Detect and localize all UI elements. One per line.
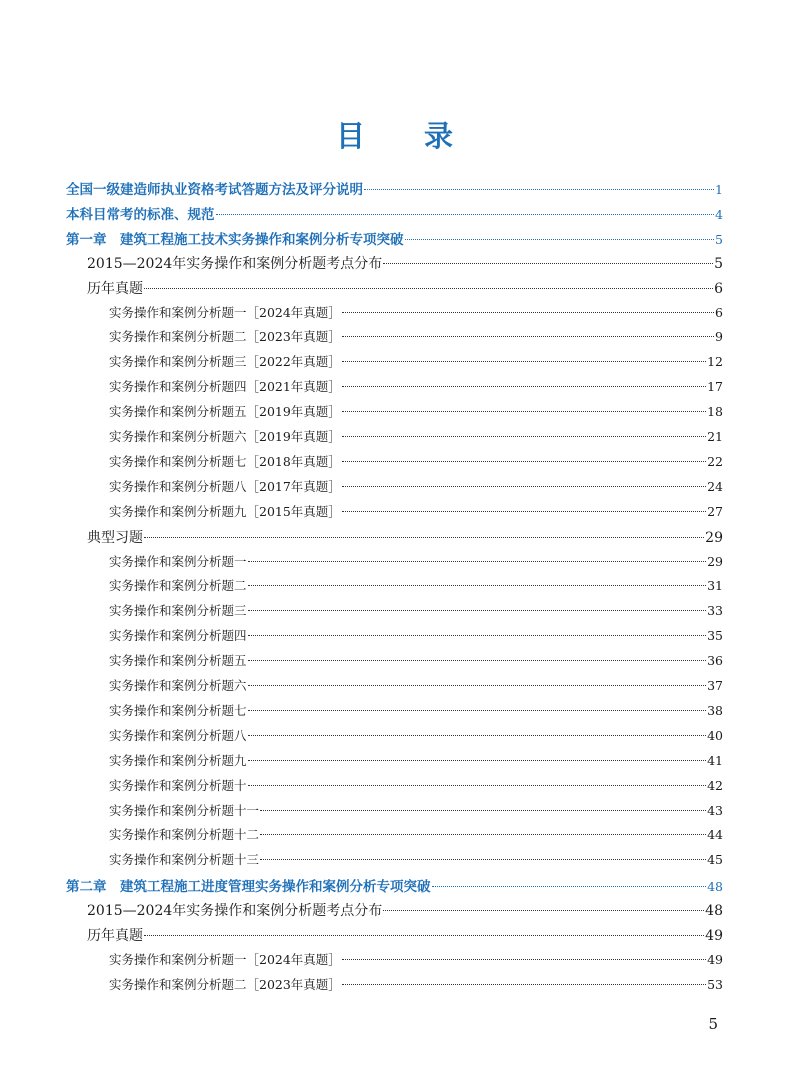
toc-entry[interactable] — [109, 576, 723, 598]
toc-entry-title: 实务操作和案例分析题七 — [109, 702, 247, 718]
toc-leader-dots — [342, 436, 706, 437]
toc-leader-dots — [342, 959, 706, 960]
toc-leader-dots — [248, 785, 707, 786]
toc-entry-title: 实务操作和案例分析题二 — [109, 578, 247, 594]
toc-leader-dots — [248, 735, 707, 736]
toc-entry[interactable] — [66, 875, 723, 897]
toc-entry-page: 17 — [707, 379, 723, 395]
toc-entry-title: 实务操作和案例分析题六［2019年真题］ — [109, 429, 341, 444]
toc-entry[interactable] — [109, 751, 723, 773]
toc-entry[interactable] — [109, 801, 723, 823]
toc-leader-dots — [383, 263, 713, 264]
toc-entry-page: 5 — [715, 231, 723, 247]
toc-entry[interactable] — [109, 601, 723, 623]
toc-entry-page: 49 — [705, 928, 723, 944]
toc-leader-dots — [248, 660, 707, 661]
toc-leader-dots — [342, 511, 706, 512]
toc-entry[interactable] — [66, 228, 723, 250]
toc-entry-title: 实务操作和案例分析题十 — [109, 777, 247, 793]
toc-leader-dots — [405, 239, 715, 240]
toc-entry-page: 44 — [707, 827, 723, 843]
toc-leader-dots — [144, 288, 713, 289]
toc-entry[interactable] — [109, 776, 723, 798]
toc-entry-page: 49 — [707, 951, 723, 967]
toc-leader-dots — [260, 834, 706, 835]
toc-entry-page: 18 — [707, 404, 723, 420]
toc-entry-title: 实务操作和案例分析题八［2017年真题］ — [109, 478, 341, 494]
toc-entry[interactable] — [109, 676, 723, 698]
toc-leader-dots — [260, 859, 706, 860]
toc-entry[interactable] — [109, 701, 723, 723]
toc-entry-page: 33 — [707, 603, 723, 619]
toc-leader-dots — [342, 461, 706, 462]
toc-leader-dots — [342, 312, 714, 313]
toc-leader-dots — [248, 635, 707, 636]
toc-entry-title: 全国一级建造师执业资格考试答题方法及评分说明 — [66, 182, 363, 198]
toc-entry[interactable] — [109, 402, 723, 424]
toc-entry-title: 典型习题 — [87, 529, 143, 546]
toc-entry-title: 实务操作和案例分析题七［2018年真题］ — [109, 453, 341, 469]
toc-entry-page: 9 — [715, 329, 723, 345]
toc-entry[interactable] — [66, 178, 723, 200]
toc-entry-page: 41 — [707, 752, 723, 768]
toc-leader-dots — [342, 984, 706, 985]
toc-entry[interactable] — [66, 203, 723, 225]
toc-leader-dots — [364, 189, 714, 190]
toc-entry[interactable] — [109, 975, 723, 997]
toc-leader-dots — [248, 760, 707, 761]
toc-entry-page: 35 — [707, 628, 723, 644]
toc-entry-title: 实务操作和案例分析题九［2015年真题］ — [109, 503, 341, 519]
toc-entry-title: 实务操作和案例分析题十二 — [109, 827, 260, 843]
toc-entry[interactable] — [109, 850, 723, 872]
toc-entry-title: 历年真题 — [87, 928, 143, 944]
toc-entry-page: 5 — [714, 255, 723, 272]
toc-leader-dots — [248, 561, 707, 562]
toc-entry-page: 38 — [707, 702, 723, 718]
toc-entry-title: 历年真题 — [87, 280, 143, 297]
toc-entry-title: 2015—2024年实务操作和案例分析题考点分布 — [87, 255, 383, 272]
toc-entry[interactable] — [109, 477, 723, 499]
toc-entry-page: 31 — [707, 578, 723, 594]
toc-entry-title: 实务操作和案例分析题三 — [109, 603, 247, 619]
toc-entry[interactable] — [87, 278, 723, 300]
toc-entry-title: 实务操作和案例分析题二［2023年真题］ — [109, 329, 341, 345]
toc-entry[interactable] — [109, 427, 723, 449]
toc-entry-title: 实务操作和案例分析题六 — [109, 678, 247, 693]
toc-entry[interactable] — [109, 552, 723, 574]
toc-entry-page: 22 — [707, 453, 723, 469]
toc-entry-page: 43 — [707, 802, 723, 818]
toc-entry-page: 21 — [707, 429, 723, 444]
toc-entry[interactable] — [109, 651, 723, 673]
toc-entry-title: 实务操作和案例分析题十三 — [109, 852, 260, 868]
toc-entry[interactable] — [87, 900, 723, 922]
toc-entry[interactable] — [109, 452, 723, 474]
toc-entry-title: 实务操作和案例分析题三［2022年真题］ — [109, 354, 341, 370]
toc-entry[interactable] — [87, 253, 723, 275]
toc-entry-title: 实务操作和案例分析题四 — [109, 628, 247, 644]
toc-entry-page: 36 — [707, 653, 723, 669]
toc-entry-page: 53 — [707, 976, 723, 992]
toc-entry-page: 37 — [707, 678, 723, 693]
toc-entry-page: 6 — [714, 280, 723, 297]
toc-entry-title: 实务操作和案例分析题八 — [109, 727, 247, 743]
toc-entry-page: 6 — [715, 304, 723, 320]
toc-leader-dots — [248, 585, 707, 586]
toc-entry-title: 实务操作和案例分析题一［2024年真题］ — [109, 304, 341, 320]
toc-entry-title: 实务操作和案例分析题一［2024年真题］ — [109, 951, 341, 967]
toc-entry-title: 实务操作和案例分析题九 — [109, 752, 247, 768]
toc-entry-title: 实务操作和案例分析题十一 — [109, 802, 260, 818]
toc-entry-title: 第一章 建筑工程施工技术实务操作和案例分析专项突破 — [66, 231, 404, 248]
toc-entry-page: 42 — [707, 777, 723, 793]
toc-entry-page: 40 — [707, 727, 723, 743]
toc-entry-page: 12 — [707, 354, 723, 370]
toc-entry[interactable] — [109, 502, 723, 524]
toc-leader-dots — [248, 710, 707, 711]
toc-entry-page: 27 — [707, 503, 723, 519]
toc-entry-title: 实务操作和案例分析题二［2023年真题］ — [109, 976, 341, 992]
toc-entry-page: 29 — [707, 553, 723, 569]
toc-entry[interactable] — [109, 377, 723, 399]
toc-entry[interactable] — [87, 925, 723, 947]
toc-leader-dots — [216, 214, 715, 215]
toc-entry-page: 48 — [705, 903, 723, 920]
toc-entry[interactable] — [109, 726, 723, 748]
toc-leader-dots — [342, 361, 706, 362]
toc-entry-page: 4 — [715, 206, 723, 222]
toc-leader-dots — [342, 386, 706, 387]
toc-leader-dots — [144, 537, 704, 538]
page-number: 5 — [708, 1015, 718, 1033]
toc-leader-dots — [248, 610, 707, 611]
toc-entry[interactable] — [109, 327, 723, 349]
toc-entry[interactable] — [87, 527, 723, 549]
toc-entry-page: 48 — [707, 879, 723, 895]
title-char-2: 录 — [424, 119, 455, 153]
toc-leader-dots — [248, 685, 707, 686]
toc-entry-title: 实务操作和案例分析题五 — [109, 653, 247, 669]
toc-entry-title: 2015—2024年实务操作和案例分析题考点分布 — [87, 903, 383, 920]
toc-entry[interactable] — [109, 352, 723, 374]
toc-leader-dots — [383, 910, 704, 911]
toc-entry[interactable] — [109, 626, 723, 648]
toc-entry[interactable] — [109, 950, 723, 972]
toc-entry-page: 24 — [707, 478, 723, 494]
toc-entry-page: 1 — [715, 182, 723, 197]
toc-entry[interactable] — [109, 825, 723, 847]
toc-leader-dots — [342, 336, 714, 337]
toc-leader-dots — [342, 486, 706, 487]
toc-leader-dots — [144, 935, 704, 936]
toc-entry-title: 第二章 建筑工程施工进度管理实务操作和案例分析专项突破 — [66, 879, 431, 896]
toc-entry-title: 实务操作和案例分析题一 — [109, 553, 247, 569]
page-title — [0, 114, 790, 155]
toc-entry-title: 本科目常考的标准、规范 — [66, 206, 215, 223]
title-char-1: 目 — [335, 119, 366, 153]
toc-leader-dots — [260, 810, 706, 811]
toc-entry-page: 45 — [707, 852, 723, 868]
toc-entry-page: 29 — [705, 529, 723, 546]
toc-entry[interactable] — [109, 303, 723, 325]
toc-entry-title: 实务操作和案例分析题五［2019年真题］ — [109, 404, 341, 420]
toc-entry-title: 实务操作和案例分析题四［2021年真题］ — [109, 379, 341, 395]
toc-leader-dots — [432, 886, 707, 887]
toc-leader-dots — [342, 411, 706, 412]
